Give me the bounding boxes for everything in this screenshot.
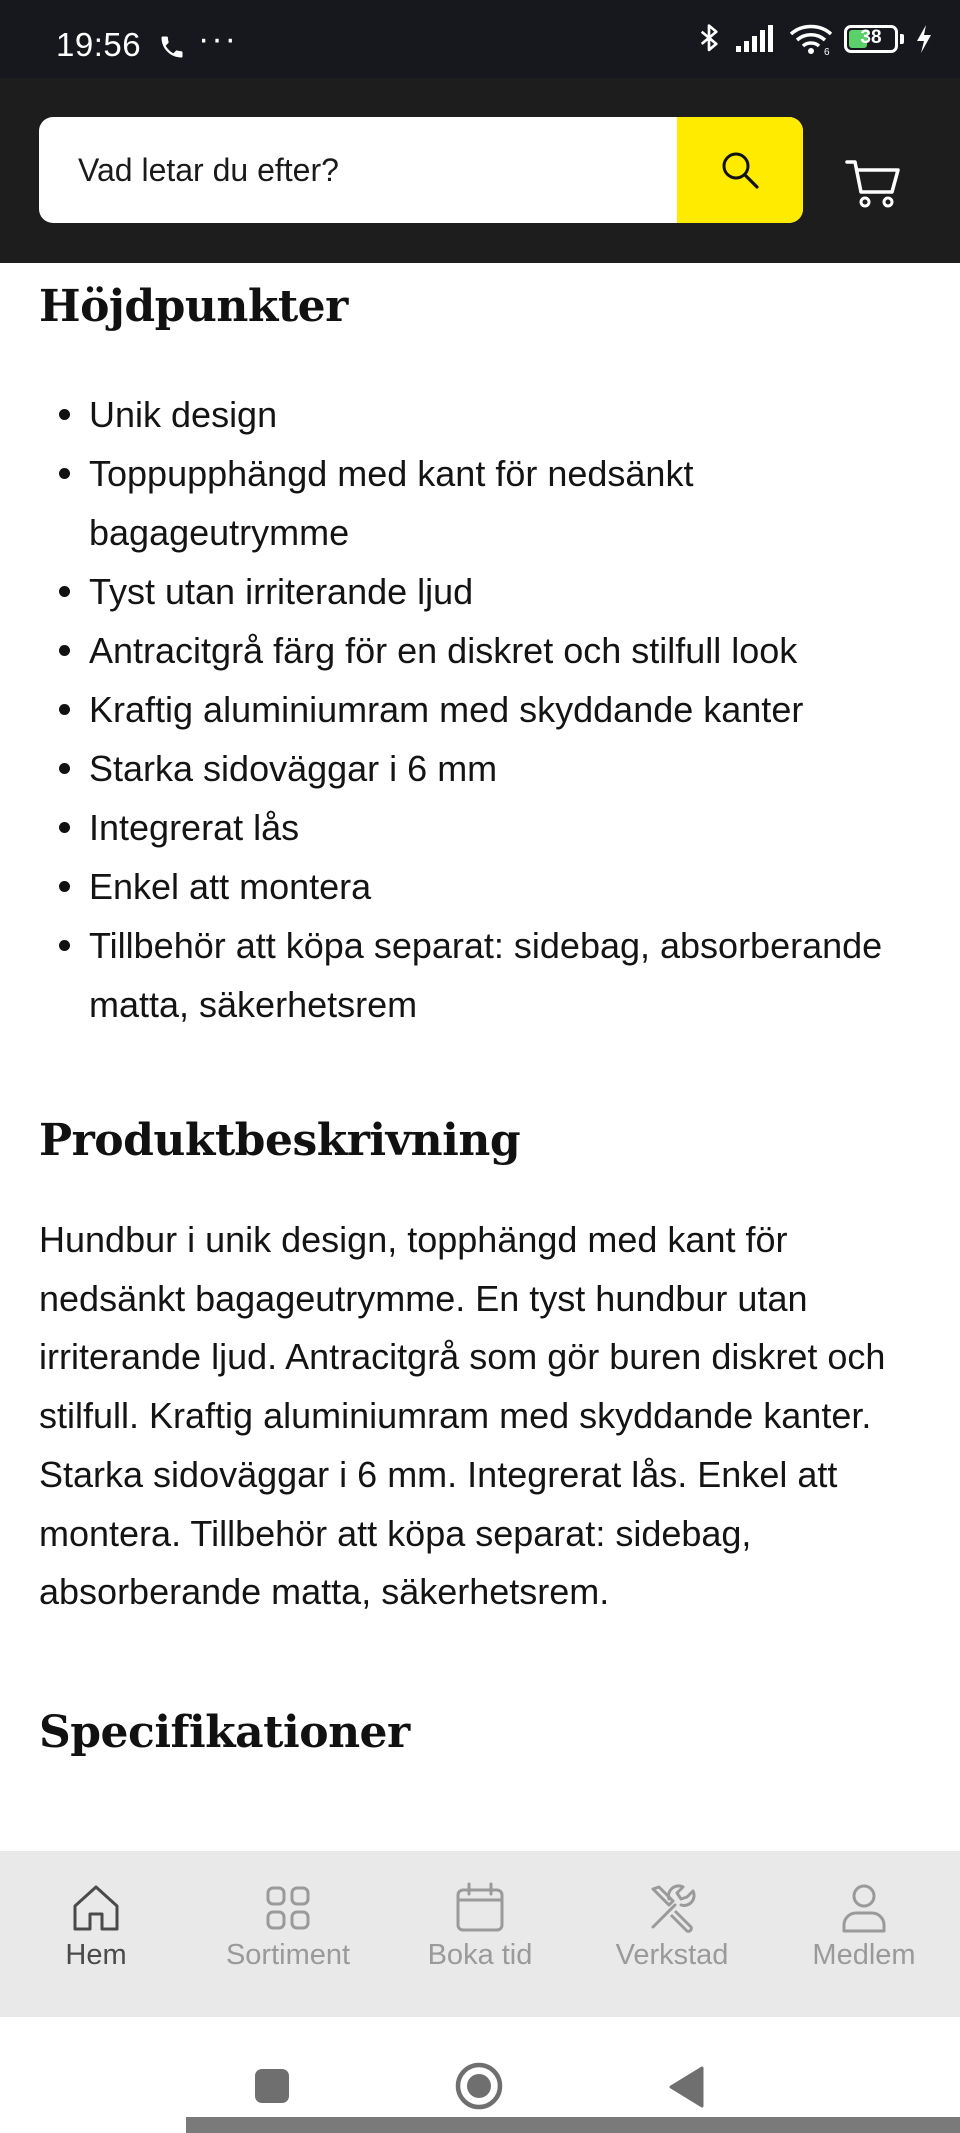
system-navigation-bar bbox=[0, 2017, 960, 2133]
tools-icon bbox=[645, 1881, 699, 1935]
specifications-heading[interactable]: Specifikationer bbox=[39, 1707, 410, 1758]
grid-icon bbox=[261, 1881, 315, 1935]
nav-label: Verkstad bbox=[615, 1939, 729, 1971]
list-item: Toppupphängd med kant för nedsänkt bagageutrymme bbox=[89, 444, 929, 562]
cart-button[interactable] bbox=[840, 150, 906, 216]
highlights-heading: Höjdpunkter bbox=[39, 281, 348, 332]
svg-text:6: 6 bbox=[824, 47, 830, 56]
recent-apps-button[interactable] bbox=[255, 2069, 289, 2103]
nav-label: Boka tid bbox=[427, 1939, 533, 1971]
battery-icon bbox=[844, 25, 898, 53]
nav-item-sortiment[interactable] bbox=[192, 1851, 384, 2017]
nav-label: Sortiment bbox=[225, 1939, 351, 1971]
highlights-list bbox=[39, 385, 929, 1034]
nav-item-hem[interactable] bbox=[0, 1851, 192, 2017]
status-bar bbox=[0, 0, 960, 78]
wifi-icon bbox=[788, 22, 834, 56]
bluetooth-icon bbox=[694, 22, 724, 56]
list-item: Integrerat lås bbox=[89, 798, 929, 857]
more-notifications-icon: ··· bbox=[198, 20, 238, 58]
status-icons bbox=[694, 22, 934, 56]
battery-level: 38 bbox=[860, 27, 882, 48]
charging-icon bbox=[914, 24, 934, 54]
list-item: Unik design bbox=[89, 385, 929, 444]
search-input[interactable] bbox=[39, 117, 677, 223]
search-button[interactable] bbox=[677, 117, 803, 223]
list-item: Tyst utan irriterande ljud bbox=[89, 562, 929, 621]
search-bar bbox=[39, 117, 803, 223]
nav-label: Medlem bbox=[812, 1939, 916, 1971]
cart-icon bbox=[844, 156, 902, 210]
nav-label: Hem bbox=[65, 1939, 127, 1971]
signal-icon bbox=[734, 24, 778, 54]
gesture-bar bbox=[186, 2117, 960, 2133]
nav-item-verkstad[interactable] bbox=[576, 1851, 768, 2017]
home-icon bbox=[69, 1881, 123, 1935]
list-item: Starka sidoväggar i 6 mm bbox=[89, 739, 929, 798]
list-item: Antracitgrå färg för en diskret och stilfull look bbox=[89, 621, 929, 680]
phone-call-icon bbox=[158, 33, 186, 66]
app-header bbox=[0, 78, 960, 263]
list-item: Kraftig aluminiumram med skyddande kanter bbox=[89, 680, 929, 739]
bottom-navigation bbox=[0, 1851, 960, 2017]
back-button-icon[interactable] bbox=[666, 2065, 706, 2109]
nav-item-medlem[interactable] bbox=[768, 1851, 960, 2017]
nav-item-boka-tid[interactable] bbox=[384, 1851, 576, 2017]
user-icon bbox=[837, 1881, 891, 1935]
list-item: Enkel att montera bbox=[89, 857, 929, 916]
list-item: Tillbehör att köpa separat: sidebag, absorberande matta, säkerhetsrem bbox=[89, 916, 929, 1034]
search-icon bbox=[718, 148, 762, 192]
calendar-icon bbox=[453, 1881, 507, 1935]
home-button-icon[interactable] bbox=[454, 2061, 504, 2111]
description-heading: Produktbeskrivning bbox=[39, 1115, 521, 1166]
description-text: Hundbur i unik design, topphängd med kant för nedsänkt bagageutrymme. En tyst hundbur utan irriterande ljud. Antracitgrå som gör buren diskret och stilfull. Kraftig aluminiumram med skyddande kanter. Starka sidoväggar i 6 mm. Integrerat lås. Enkel att montera. Tillbehör att köpa separat: sidebag, absorberande matta, säkerhetsrem. bbox=[39, 1219, 886, 1613]
status-time: 19:56 bbox=[56, 26, 142, 63]
